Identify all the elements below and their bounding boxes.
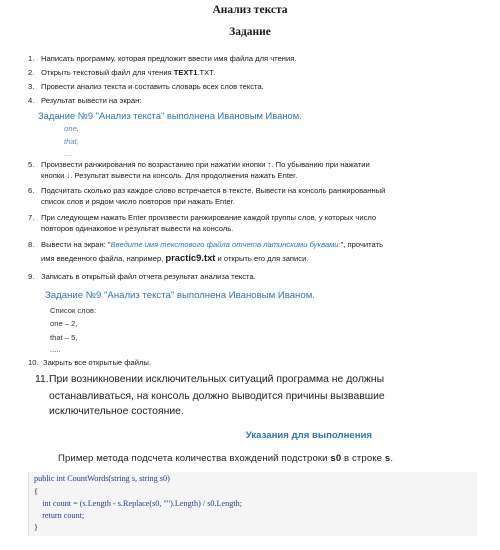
list-item-11-cont: останавливаться, на консоль должно выводится причины вызвавшие bbox=[49, 391, 385, 402]
list-item-7: 7. При следующем нажать Enter произвести ранжирование каждой группы слов, у которых число bbox=[28, 213, 377, 222]
list-item-7-cont: повторов одинаковое и результат вывести на консоль. bbox=[41, 224, 234, 233]
list-item-11-cont: исключительное состояние. bbox=[49, 406, 184, 417]
list-item-6: 6. Подсчитать сколько раз каждое слово встречается в тексте. Вывести на консоль ранжированный bbox=[28, 186, 386, 195]
example1-line: one, bbox=[64, 124, 79, 133]
code-line: return count; bbox=[34, 511, 85, 520]
list-item-5-cont: кнопки ↓. Результат вывести на консоль. Для продолжения нажать Enter. bbox=[41, 171, 298, 180]
example1-line: .... bbox=[64, 149, 73, 158]
example2-heading: Задание №9 "Анализ текста" выполнена Ивановым Иваном. bbox=[45, 290, 315, 301]
code-line: int count = (s.Length - s.Replace(s0, "").Length) / s0.Length; bbox=[34, 499, 242, 508]
list-item-10: 10. Закрыть все открытые файлы. bbox=[28, 358, 151, 367]
example1-heading: Задание №9 "Анализ текста" выполнена Ивановым Иваном. bbox=[38, 110, 302, 121]
list-item-8-cont: имя введенного файла, например, practic9.txt и открыть его для записи. bbox=[41, 252, 309, 263]
list-item-9: 9. Записать в открытый файл отчета результат анализа текста. bbox=[28, 272, 256, 281]
example2-line: one – 2, bbox=[50, 319, 78, 328]
list-item-1: 1. Написать программу, которая предложит ввести имя файла для чтения. bbox=[28, 54, 297, 63]
list-item-3: 3. Провести анализ текста и составить словарь всех слов текста. bbox=[28, 82, 264, 91]
list-item-8: 8. Вывести на экран: "Введите имя текстового файла отчета латинскими буквами:", прочитать bbox=[28, 240, 384, 249]
code-line: { bbox=[34, 487, 38, 496]
list-item-5: 5. Произвести ранжирования по возрастанию при нажатии кнопки ↑. По убыванию при нажатии bbox=[28, 160, 370, 169]
hints-title: Указания для выполнения bbox=[245, 430, 372, 441]
list-item-4: 4. Результат вывести на экран: bbox=[28, 96, 142, 105]
list-item-11: 11.При возникновении исключительных ситуаций программа не должны bbox=[35, 374, 385, 385]
code-line: } bbox=[34, 523, 38, 532]
example2-line: that – 5, bbox=[50, 333, 78, 342]
list-item-2: 2. Открыть текстовый файл для чтения TEXT1.TXT. bbox=[28, 68, 216, 77]
example2-line: ..... bbox=[50, 345, 61, 354]
code-line: public int CountWords(string s, string s0) bbox=[34, 474, 170, 483]
hint-text: Пример метода подсчета количества вхождений подстроки s0 в строке s. bbox=[58, 453, 394, 464]
example1-line: that, bbox=[64, 137, 79, 146]
example2-line: Список слов: bbox=[50, 306, 97, 315]
document-subtitle: Задание bbox=[229, 26, 271, 38]
document-title: Анализ текста bbox=[212, 4, 288, 16]
list-item-6-cont: список слов и рядом число повторов при нажать Enter. bbox=[41, 197, 235, 206]
